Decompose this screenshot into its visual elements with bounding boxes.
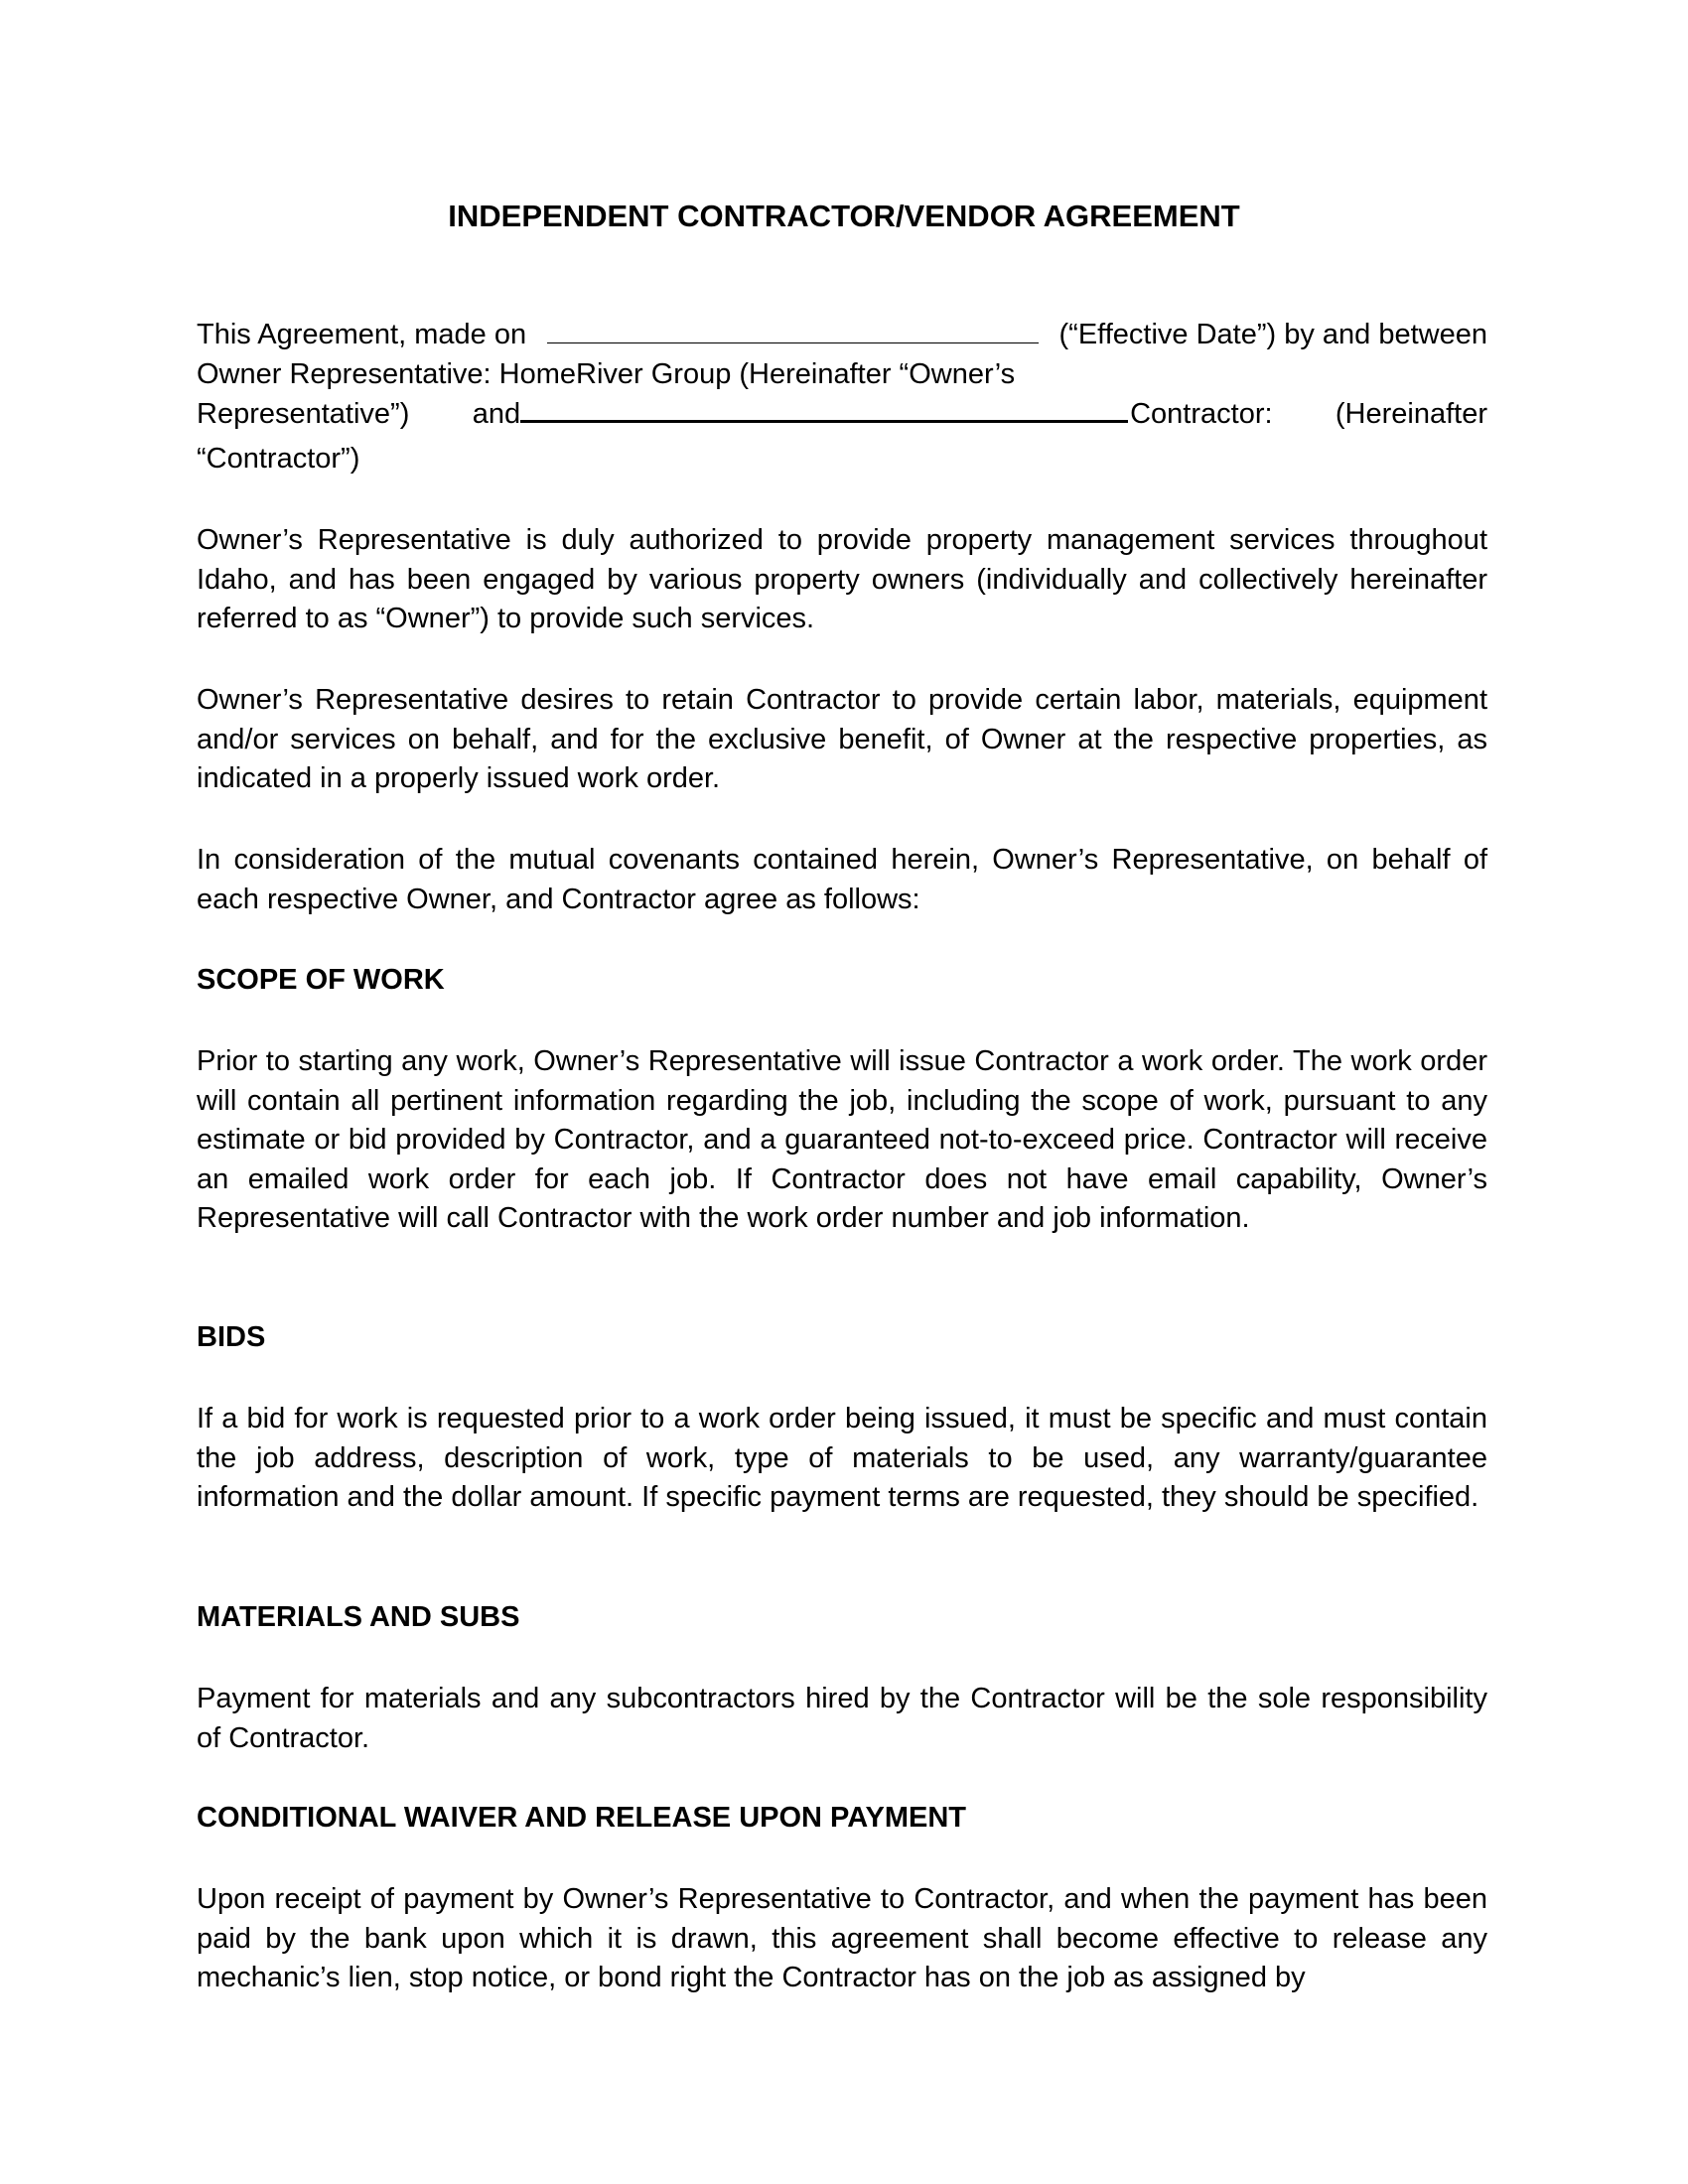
intro-line-4 [197, 440, 1487, 479]
section-heading-scope-of-work: SCOPE OF WORK [197, 964, 445, 996]
intro-line-1 [197, 316, 1487, 355]
contractor-name-blank[interactable] [520, 394, 1128, 423]
section-heading-materials-and-subs: MATERIALS AND SUBS [197, 1601, 520, 1633]
section-body-bids: If a bid for work is requested prior to a work order being issued, it must be specific and must contain the job address, description of work, type of materials to be used, any warranty/guarantee information and the dollar amount. If specific payment terms are requested, they should be specified. [197, 1403, 1487, 1513]
paragraph-consideration: In consideration of the mutual covenants contained herein, Owner’s Representative, on behalf of each respective Owner, and Contractor agree as follows: [197, 844, 1487, 915]
effective-date-blank[interactable] [547, 317, 1039, 343]
intro-and-group [473, 394, 1273, 435]
intro-representative-label: Representative”) [197, 398, 410, 430]
section-body-conditional-waiver: Upon receipt of payment by Owner’s Representative to Contractor, and when the payment has been paid by the bank upon which it is drawn, this agreement shall become effective to release any mechanic’s lien, stop notice, or bond right the Contractor has on the job as assigned by [197, 1883, 1487, 1993]
intro-made-on-label: This Agreement, made on [197, 319, 527, 350]
paragraph-retain: Owner’s Representative desires to retain Contractor to provide certain labor, materials, equipment and/or services on behalf, and for the exclusive benefit, of Owner at the respective properties, as indicated in a properly issued work order. [197, 684, 1487, 794]
intro-contractor-definition: “Contractor”) [197, 443, 360, 475]
intro-contractor-label: Contractor: [1130, 398, 1273, 430]
section-heading-conditional-waiver: CONDITIONAL WAIVER AND RELEASE UPON PAYMENT [197, 1802, 967, 1834]
intro-line-2 [197, 355, 1487, 395]
paragraph-authorization: Owner’s Representative is duly authorized to provide property management services throughout Idaho, and has been engaged by various property owners (individually and collectively hereinafter referred to as “Owner”) to provide such services. [197, 524, 1487, 634]
section-body-scope-of-work: Prior to starting any work, Owner’s Representative will issue Contractor a work order. The work order will contain all pertinent information regarding the job, including the scope of work, pursuant to any estimate or bid provided by Contractor, and a guaranteed not-to-exceed price. Contractor will receive an emailed work order for each job. If Contractor does not have email capability, Owner’s Representative will call Contractor with the work order number and job information. [197, 1045, 1487, 1234]
intro-hereinafter-label: (Hereinafter [1335, 398, 1487, 430]
document-title: INDEPENDENT CONTRACTOR/VENDOR AGREEMENT [448, 199, 1240, 233]
intro-and-label: and [472, 398, 521, 430]
section-body-materials-and-subs: Payment for materials and any subcontractors hired by the Contractor will be the sole responsibility of Contractor. [197, 1683, 1487, 1754]
intro-owner-representative: Owner Representative: HomeRiver Group (Hereinafter “Owner’s [197, 357, 1016, 390]
section-heading-bids: BIDS [197, 1321, 266, 1353]
intro-line-3 [197, 394, 1487, 440]
agreement-intro [197, 316, 1487, 479]
intro-effective-date-label: (“Effective Date”) by and between [1058, 319, 1487, 350]
